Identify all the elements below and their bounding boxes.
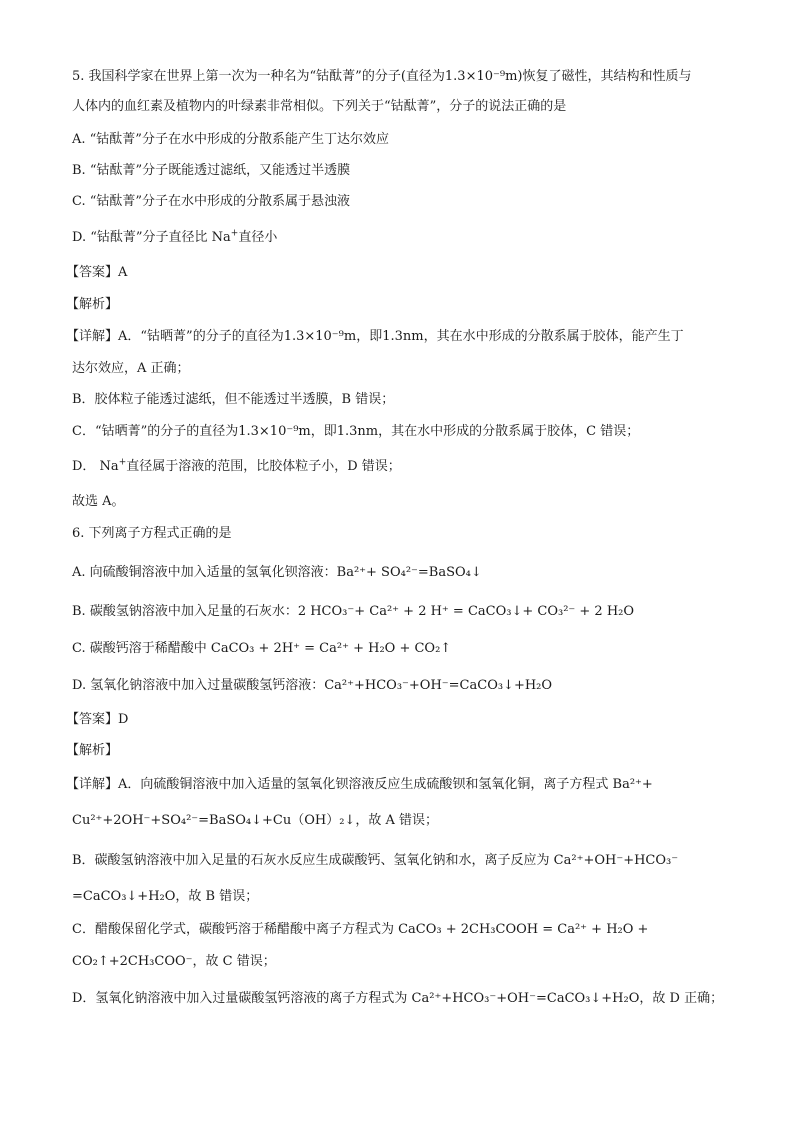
- q6-option-a: A. 向硫酸铜溶液中加入适量的氢氧化钡溶液：Ba²⁺+ SO₄²⁻=BaSO₄↓: [72, 565, 482, 580]
- q5-stem-line-2: 人体内的血红素及植物内的叶绿素非常相似。下列关于“钴酞菁”，分子的说法正确的是: [72, 99, 567, 114]
- q6-detail-c-line-1: C．醋酸保留化学式，碳酸钙溶于稀醋酸中离子方程式为 CaCO₃ + 2CH₃COOH = Ca²⁺ + H₂O +: [72, 922, 649, 937]
- q5-detail-d-post: 直径属于溶液的范围，比胶体粒子小，D 错误；: [126, 459, 401, 474]
- q6-answer-row: [66, 711, 128, 729]
- q6-answer: D: [118, 712, 129, 727]
- q5-option-a: A. “钴酞菁”分子在水中形成的分散系能产生丁达尔效应: [72, 132, 389, 147]
- q5-option-d-post: 直径小: [238, 230, 278, 245]
- q5-answer-row: [66, 264, 127, 282]
- q5-option-d-pre: D. “钴酞菁”分子直径比 Na: [72, 230, 231, 245]
- q6-detail-a-line-2: Cu²⁺+2OH⁻+SO₄²⁻=BaSO₄↓+Cu（OH）₂↓，故 A 错误；: [72, 813, 438, 828]
- q6-detail-line-1: [66, 776, 653, 794]
- q5-option-d-sup: +: [230, 228, 239, 239]
- q6-detail-b-line-1: B．碳酸氢钠溶液中加入足量的石灰水反应生成碳酸钙、氢氧化钠和水，离子反应为 Ca²⁺+OH⁻+HCO₃⁻: [72, 853, 679, 868]
- q6-stem: 6. 下列离子方程式正确的是: [72, 526, 232, 541]
- q6-option-b: B. 碳酸氢钠溶液中加入足量的石灰水：2 HCO₃⁻+ Ca²⁺ + 2 H⁺ = CaCO₃↓+ CO₃²⁻ + 2 H₂O: [72, 604, 635, 619]
- q5-detail-tag: 【详解】: [66, 329, 119, 344]
- q5-answer: A: [118, 265, 128, 280]
- q5-detail-d: [72, 458, 401, 476]
- q5-option-b: B. “钴酞菁”分子既能透过滤纸，又能透过半透膜: [72, 163, 351, 178]
- q5-detail-d-pre: D． Na: [72, 459, 119, 474]
- q6-detail-b-line-2: =CaCO₃↓+H₂O，故 B 错误；: [72, 889, 259, 904]
- q6-detail-c-line-2: CO₂↑+2CH₃COO⁻，故 C 错误；: [72, 954, 276, 969]
- q6-option-d: D. 氢氧化钠溶液中加入过量碳酸氢钙溶液：Ca²⁺+HCO₃⁻+OH⁻=CaCO₃↓+H₂O: [72, 678, 553, 693]
- q5-detail-line-1: [66, 328, 684, 346]
- q5-option-c: C. “钴酞菁”分子在水中形成的分散系属于悬浊液: [72, 194, 351, 209]
- q5-detail-a-line-2: 达尔效应，A 正确；: [72, 361, 190, 376]
- q5-detail-c: C．“钴晒菁”的分子的直径为1.3×10⁻⁹m，即1.3nm，其在水中形成的分散系属于胶体，C 错误；: [72, 424, 640, 439]
- q5-detail-b: B．胶体粒子能透过滤纸，但不能透过半透膜，B 错误；: [72, 392, 395, 407]
- q5-stem-line-1: 5. 我国科学家在世界上第一次为一种名为“钴酞菁”的分子(直径为1.3×10⁻⁹m)恢复了磁性，其结构和性质与: [72, 69, 692, 84]
- q6-option-c: C. 碳酸钙溶于稀醋酸中 CaCO₃ + 2H⁺ = Ca²⁺ + H₂O + CO₂↑: [72, 641, 452, 656]
- q5-detail-d-sup: +: [118, 457, 127, 468]
- q5-detail-a-line-1: A．“钴晒菁”的分子的直径为1.3×10⁻⁹m，即1.3nm，其在水中形成的分散系属于胶体，能产生丁: [118, 329, 684, 344]
- q6-answer-tag: 【答案】: [66, 712, 119, 727]
- q6-detail-tag: 【详解】: [66, 777, 119, 792]
- q5-answer-tag: 【答案】: [66, 265, 119, 280]
- q5-conclusion: 故选 A。: [72, 494, 125, 509]
- q6-detail-a-line-1: A．向硫酸铜溶液中加入适量的氢氧化钡溶液反应生成硫酸钡和氢氧化铜，离子方程式 Ba²⁺+: [118, 777, 653, 792]
- q5-option-d: [72, 229, 277, 247]
- q6-analysis-tag: 【解析】: [66, 743, 119, 758]
- q6-detail-d: D．氢氧化钠溶液中加入过量碳酸氢钙溶液的离子方程式为 Ca²⁺+HCO₃⁻+OH⁻=CaCO₃↓+H₂O，故 D 正确；: [72, 991, 724, 1006]
- q5-analysis-tag: 【解析】: [66, 297, 119, 312]
